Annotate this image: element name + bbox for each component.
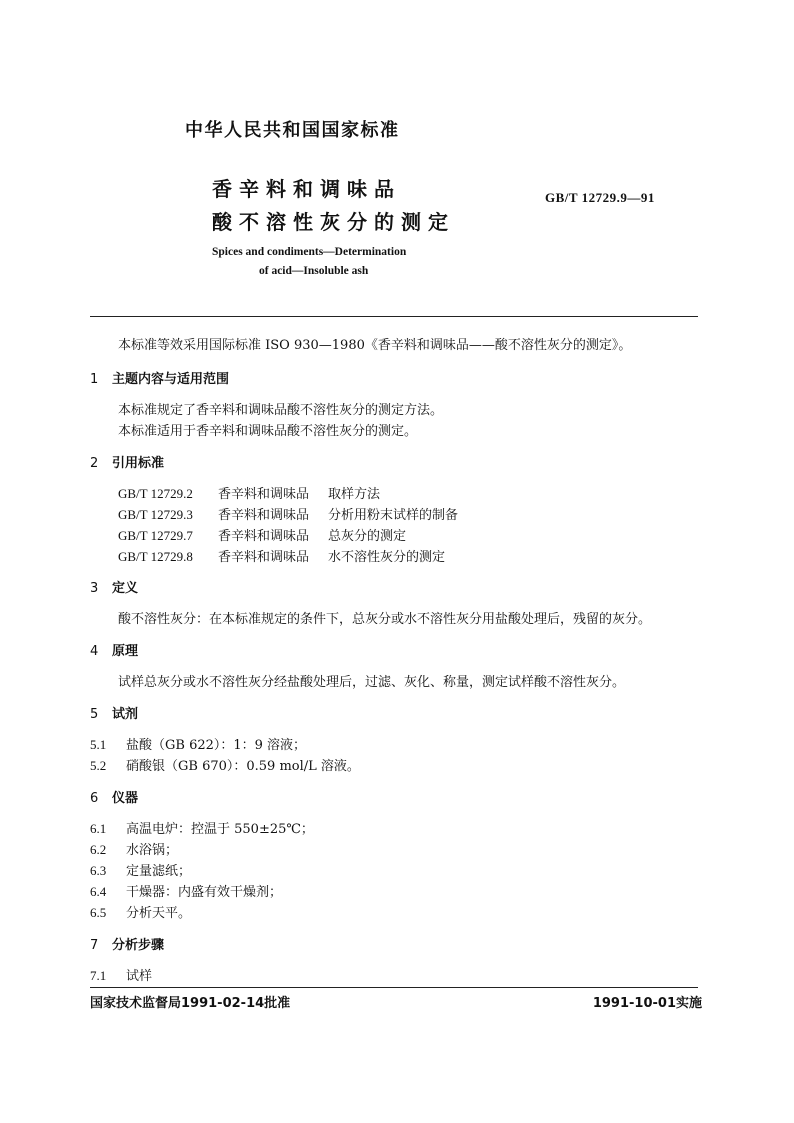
section-title: 引用标准 xyxy=(112,456,165,471)
reagent-item xyxy=(90,734,306,753)
approval-date: 国家技术监督局1991-02-14批准 xyxy=(90,996,291,1011)
section-4-heading xyxy=(90,640,138,659)
reference-name: 香辛料和调味品 xyxy=(218,550,310,565)
reference-name: 香辛料和调味品 xyxy=(218,529,310,544)
item-number: 6.1 xyxy=(90,821,107,836)
item-number: 6.5 xyxy=(90,905,107,920)
title-english-line2: of acid—Insoluble ash xyxy=(259,265,369,277)
item-text: 高温电炉：控温于 550±25℃； xyxy=(126,822,314,837)
effective-date: 1991-10-01实施 xyxy=(592,996,702,1011)
section-number: 2 xyxy=(90,456,99,471)
section-number: 7 xyxy=(90,938,99,953)
section-7-heading xyxy=(90,934,164,953)
title-chinese-line1: 香辛料和调味品 xyxy=(212,177,401,201)
item-number: 6.4 xyxy=(90,884,107,899)
section-4-paragraph: 试样总灰分或水不溶性灰分经盐酸处理后，过滤、灰化、称量，测定试样酸不溶性灰分。 xyxy=(118,675,626,690)
section-3-paragraph: 酸不溶性灰分：在本标准规定的条件下，总灰分或水不溶性灰分用盐酸处理后，残留的灰分。 xyxy=(118,612,652,627)
title-english-line1: Spices and condiments—Determination xyxy=(212,246,407,258)
item-text: 试样 xyxy=(126,969,153,984)
footer-divider xyxy=(90,987,698,988)
item-text: 定量滤纸； xyxy=(126,864,192,879)
apparatus-item xyxy=(90,839,178,858)
section-3-heading xyxy=(90,577,138,596)
section-1-paragraph-2: 本标准适用于香辛料和调味品酸不溶性灰分的测定。 xyxy=(118,424,418,439)
item-number: 5.2 xyxy=(90,758,107,773)
item-number: 5.1 xyxy=(90,737,107,752)
section-1-heading xyxy=(90,368,229,387)
section-2-heading xyxy=(90,452,164,471)
section-6-heading xyxy=(90,787,138,806)
reference-description: 总灰分的测定 xyxy=(328,529,407,544)
item-text: 盐酸（GB 622）：1：9 溶液； xyxy=(126,738,307,753)
item-text: 水浴锅； xyxy=(126,843,179,858)
apparatus-item xyxy=(90,818,314,837)
reference-row xyxy=(118,525,406,544)
reagent-item xyxy=(90,755,360,774)
title-chinese-line2: 酸不溶性灰分的测定 xyxy=(212,210,455,234)
header-divider xyxy=(90,316,698,317)
section-number: 3 xyxy=(90,581,99,596)
section-5-heading xyxy=(90,703,138,722)
reference-description: 水不溶性灰分的测定 xyxy=(328,550,446,565)
reference-row xyxy=(118,504,458,523)
procedure-item xyxy=(90,965,152,984)
reference-description: 分析用粉末试样的制备 xyxy=(328,508,459,523)
item-number: 7.1 xyxy=(90,968,107,983)
item-number: 6.2 xyxy=(90,842,107,857)
section-1-paragraph-1: 本标准规定了香辛料和调味品酸不溶性灰分的测定方法。 xyxy=(118,403,444,418)
section-number: 5 xyxy=(90,707,99,722)
reference-description: 取样方法 xyxy=(328,487,381,502)
section-title: 仪器 xyxy=(112,791,139,806)
apparatus-item xyxy=(90,860,191,879)
issuing-organization: 中华人民共和国国家标准 xyxy=(185,120,400,141)
reference-row xyxy=(118,546,445,565)
section-number: 4 xyxy=(90,644,99,659)
section-title: 定义 xyxy=(112,581,139,596)
item-text: 分析天平。 xyxy=(126,906,192,921)
reference-name: 香辛料和调味品 xyxy=(218,508,310,523)
reference-code: GB/T 12729.7 xyxy=(118,528,193,543)
apparatus-item xyxy=(90,881,282,900)
reference-name: 香辛料和调味品 xyxy=(218,487,310,502)
reference-code: GB/T 12729.8 xyxy=(118,549,193,564)
section-number: 6 xyxy=(90,791,99,806)
section-title: 试剂 xyxy=(112,707,139,722)
section-title: 原理 xyxy=(112,644,139,659)
reference-code: GB/T 12729.3 xyxy=(118,507,193,522)
section-number: 1 xyxy=(90,372,99,387)
reference-row xyxy=(118,483,380,502)
item-text: 硝酸银（GB 670）：0.59 mol/L 溶液。 xyxy=(126,759,360,774)
reference-code: GB/T 12729.2 xyxy=(118,486,193,501)
apparatus-item xyxy=(90,902,191,921)
item-number: 6.3 xyxy=(90,863,107,878)
standard-code: GB/T 12729.9—91 xyxy=(545,190,655,205)
item-text: 干燥器：内盛有效干燥剂； xyxy=(126,885,283,900)
intro-paragraph: 本标准等效采用国际标准 ISO 930—1980《香辛料和调味品——酸不溶性灰分的测定》。 xyxy=(118,338,632,353)
section-title: 主题内容与适用范围 xyxy=(112,372,230,387)
section-title: 分析步骤 xyxy=(112,938,165,953)
